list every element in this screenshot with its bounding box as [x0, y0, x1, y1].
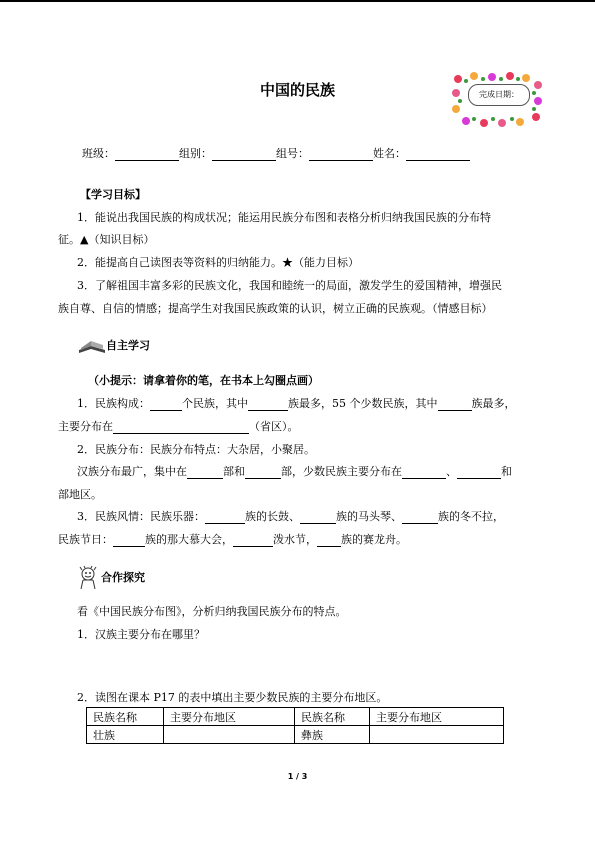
cooperative-heading-row: [77, 566, 145, 590]
table-header-cell: 民族名称: [295, 708, 370, 726]
class-blank[interactable]: [115, 148, 179, 161]
table-header-cell: 主要分布地区: [370, 708, 504, 726]
objective-2: 2．能提高自己读图表等资料的归纳能力。★（能力目标）: [77, 256, 359, 269]
class-label: 班级：: [82, 147, 115, 160]
self-study-q1-line-2: 主要分布在 （省区）。: [58, 420, 299, 433]
cooperative-heading: 合作探究: [101, 571, 145, 584]
table-cell-blank[interactable]: [164, 726, 295, 744]
page-number: 1 / 3: [287, 772, 308, 781]
minority-distribution-table: [86, 707, 504, 744]
objective-1-line-1: 1．能说出我国民族的构成状况；能运用民族分布图和表格分析归纳我国民族的分布特: [77, 211, 491, 224]
table-cell: 彝族: [295, 726, 370, 744]
name-blank[interactable]: [406, 148, 470, 161]
group-no-label: 组号：: [276, 147, 309, 160]
group-label: 组别：: [179, 147, 212, 160]
table-header-cell: 民族名称: [87, 708, 164, 726]
self-study-hint: （小提示：请拿着你的笔，在书本上勾圈点画）: [88, 374, 319, 387]
self-study-q3-line-1: 3．民族风情：民族乐器： 族的长鼓、 族的马头琴、 族的冬不拉，: [77, 510, 504, 523]
completion-date-badge: [452, 71, 542, 127]
group-blank[interactable]: [212, 148, 276, 161]
objective-1-line-2: 征。▲（知识目标）: [58, 233, 155, 246]
table-header-row: [87, 708, 504, 726]
table-row: [87, 726, 504, 744]
objective-3-line-2: 族自尊、自信的情感；提高学生对我国民族政策的认识，树立正确的民族观。（情感目标）: [58, 302, 493, 315]
cooperative-q2: 2．读图在课本 P17 的表中填出主要少数民族的主要分布地区。: [77, 691, 388, 704]
self-study-q3-line-2: 民族节日： 族的那大慕大会， 泼水节， 族的赛龙舟。: [58, 533, 407, 546]
self-study-q2-line-3: 部地区。: [58, 488, 102, 501]
self-study-q2-line-2: 汉族分布最广，集中在 部和 部，少数民族主要分布在 、 和: [77, 465, 512, 478]
self-study-heading: 自主学习: [106, 339, 150, 352]
name-label: 姓名：: [373, 147, 406, 160]
cooperative-q1: 1．汉族主要分布在哪里？: [77, 628, 205, 641]
self-study-q1-line-1: 1．民族构成： 个民族，其中 族最多，55 个少数民族，其中 族最多，: [77, 397, 516, 410]
cartoon-kid-icon: [77, 566, 99, 590]
objectives-heading: 【学习目标】: [80, 188, 146, 201]
self-study-q2: 2．民族分布：民族分布特点：大杂居，小聚居。: [77, 443, 315, 456]
page-title: 中国的民族: [259, 81, 335, 99]
self-study-heading-row: [78, 337, 150, 355]
objective-3-line-1: 3．了解祖国丰富多彩的民族文化，我国和睦统一的局面，激发学生的爱国精神，增强民: [77, 279, 502, 292]
cooperative-intro: 看《中国民族分布图》，分析归纳我国民族分布的特点。: [77, 605, 347, 618]
book-icon: [78, 337, 106, 355]
table-header-cell: 主要分布地区: [164, 708, 295, 726]
table-cell: 壮族: [87, 726, 164, 744]
table-cell-blank[interactable]: [370, 726, 504, 744]
top-rule: [0, 0, 595, 2]
group-no-blank[interactable]: [309, 148, 373, 161]
badge-label: 完成日期：: [468, 84, 530, 106]
student-info-row: [82, 145, 470, 161]
